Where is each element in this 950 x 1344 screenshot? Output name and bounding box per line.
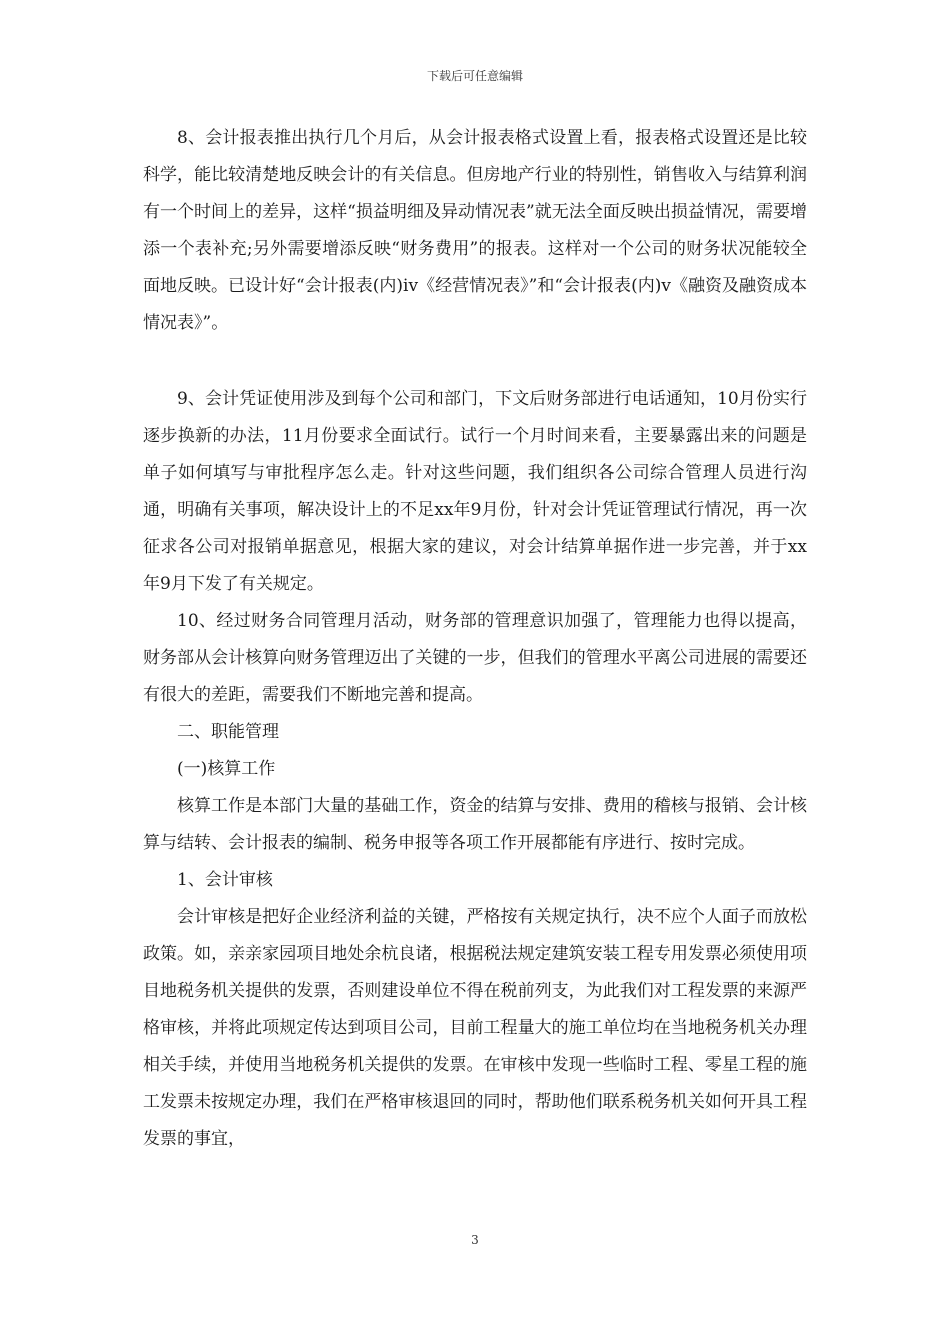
paragraph-10: 10、经过财务合同管理月活动，财务部的管理意识加强了，管理能力也得以提高，财务部从会计核算向财务管理迈出了关键的一步，但我们的管理水平离公司进展的需要还有很大的差距，需要我们不断地完善和提高。 [143, 611, 807, 705]
paragraph-block-3 [143, 603, 807, 1158]
paragraph-8: 8、会计报表推出执行几个月后，从会计报表格式设置上看，报表格式设置还是比较科学，能比较清楚地反映会计的有关信息。但房地产行业的特别性，销售收入与结算利润有一个时间上的差异，这样“损益明细及异动情况表”就无法全面反映出损益情况，需要增添一个表补充;另外需要增添反映“财务费用”的报表。这样对一个公司的财务状况能较全面地反映。已设计好“会计报表(内)iv《经营情况表》”和“会计报表(内)v《融资及融资成本情况表》”。 [143, 128, 807, 333]
paragraph-accounting-audit: 会计审核是把好企业经济利益的关键，严格按有关规定执行，决不应个人面子而放松政策。如，亲亲家园项目地处余杭良诸，根据税法规定建筑安装工程专用发票必须使用项目地税务机关提供的发票，否则建设单位不得在税前列支，为此我们对工程发票的来源严格审核，并将此项规定传达到项目公司，目前工程量大的施工单位均在当地税务机关办理相关手续，并使用当地税务机关提供的发票。在审核中发现一些临时工程、零星工程的施工发票未按规定办理，我们在严格审核退回的同时，帮助他们联系税务机关如何开具工程发票的事宜， [143, 907, 807, 1149]
item-heading-accounting-audit: 1、会计审核 [177, 870, 273, 890]
page-header: 下载后可任意编辑 [426, 69, 523, 83]
paragraph-accounting-work: 核算工作是本部门大量的基础工作，资金的结算与安排、费用的稽核与报销、会计核算与结转、会计报表的编制、税务申报等各项工作开展都能有序进行、按时完成。 [143, 796, 807, 853]
page-number: 3 [471, 1233, 479, 1247]
paragraph-9: 9、会计凭证使用涉及到每个公司和部门，下文后财务部进行电话通知，10月份实行逐步换新的办法，11月份要求全面试行。试行一个月时间来看，主要暴露出来的问题是单子如何填写与审批程序怎么走。针对这些问题，我们组织各公司综合管理人员进行沟通，明确有关事项，解决设计上的不足xx年9月份，针对会计凭证管理试行情况，再一次征求各公司对报销单据意见，根据大家的建议，对会计结算单据作进一步完善，并于xx年9月下发了有关规定。 [143, 389, 807, 594]
subsection-heading-accounting-work: (一)核算工作 [177, 759, 276, 779]
paragraph-block-2 [143, 381, 807, 603]
paragraph-block-1 [143, 120, 807, 342]
section-heading-functional-management: 二、职能管理 [177, 722, 279, 742]
